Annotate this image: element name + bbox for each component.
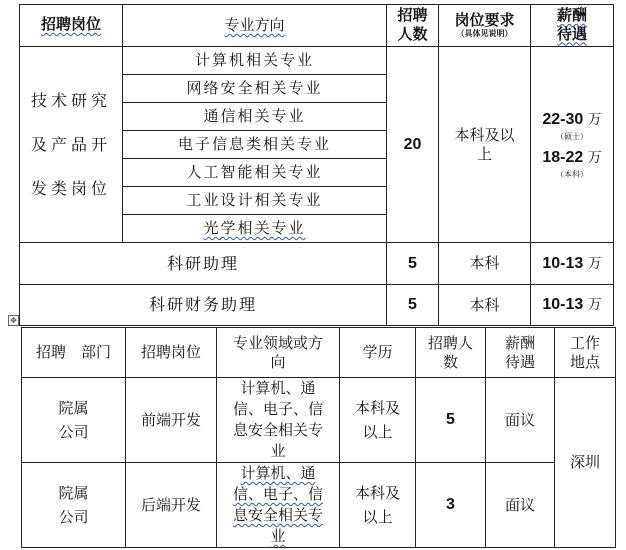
header-salary-line1: 薪酬: [556, 6, 587, 24]
row-count: 5: [387, 285, 439, 326]
header-count: [387, 5, 439, 47]
row-field: [217, 463, 340, 548]
row-field: [217, 378, 340, 463]
row-education-line2: 以上: [362, 423, 393, 441]
row-location: 深圳: [555, 378, 616, 548]
row-requirement: 本科: [439, 285, 531, 326]
row-dept: [22, 463, 126, 548]
salary-master: [531, 110, 613, 130]
header-requirement-note: （具体见说明）: [456, 29, 513, 39]
row-education-line1: 本科及: [354, 399, 400, 417]
row-position: 后端开发: [126, 463, 217, 548]
row-education-line2: 以上: [362, 508, 393, 526]
header-field-line1: 专业领域或方: [232, 333, 323, 352]
header-salary-line2: 待遇: [556, 25, 587, 43]
header-count-line1: 招聘: [397, 6, 428, 24]
header-salary-line1: 薪酬: [504, 333, 535, 352]
group-requirement-line2: 上: [476, 144, 492, 163]
group-position-line3: 发类岗位: [30, 178, 111, 198]
row-field-line3: 息安全相关专: [232, 421, 323, 439]
salary-master-note: （硕士）: [556, 131, 588, 141]
row-field-line4: 业: [270, 442, 286, 460]
row-salary-value: 10-13: [542, 254, 584, 272]
group-requirement: [439, 47, 531, 243]
recruitment-table-research: [19, 4, 614, 326]
row-field-line3: 息安全相关专: [232, 506, 323, 524]
header-education: 学历: [340, 328, 416, 378]
group-position-line1: 技术研究: [30, 90, 111, 110]
row-field-line2: 信、电子、信: [232, 400, 323, 418]
header-requirement: [439, 5, 531, 47]
group-count: 20: [387, 47, 439, 243]
row-dept-line2: 公司: [58, 423, 89, 441]
header-salary: [531, 5, 614, 47]
header-major: 专业方向: [123, 5, 387, 47]
row-dept-line1: 院属: [58, 484, 89, 502]
row-field-line2: 信、电子、信: [232, 485, 323, 503]
header-dept: 招聘 部门: [22, 328, 126, 378]
row-count: 3: [416, 463, 486, 548]
header-salary: [486, 328, 555, 378]
row-salary: 面议: [486, 378, 555, 463]
row-count: 5: [416, 378, 486, 463]
group-position: [20, 47, 123, 243]
row-dept-line2: 公司: [58, 508, 89, 526]
major-item: [123, 215, 387, 243]
row-salary-unit: 万: [587, 297, 602, 313]
header-field-line2: 向: [270, 352, 286, 371]
salary-master-unit: 万: [587, 111, 602, 128]
salary-bachelor-note: （本科）: [556, 169, 588, 179]
major-item: 网络安全相关专业: [123, 75, 387, 103]
header-position: 招聘岗位: [20, 5, 123, 47]
salary-master-value: 22-30: [542, 110, 584, 128]
table-move-handle[interactable]: ✥: [8, 315, 19, 326]
header-count-line2: 人数: [397, 25, 428, 43]
group-requirement-line1: 本科及以: [454, 125, 515, 144]
major-item: 计算机相关专业: [123, 47, 387, 75]
row-requirement: 本科: [439, 243, 531, 285]
row-education-line1: 本科及: [354, 484, 400, 502]
header-requirement-label: 岗位要求: [454, 11, 515, 29]
header-count: [416, 328, 486, 378]
salary-bachelor-value: 18-22: [542, 148, 584, 166]
major-item: 人工智能相关专业: [123, 159, 387, 187]
row-field-line1: 计算机、通: [240, 379, 316, 397]
row-count: 5: [387, 243, 439, 285]
salary-bachelor-unit: 万: [587, 149, 602, 166]
header-salary-line2: 待遇: [504, 352, 535, 371]
row-position: 科研财务助理: [20, 285, 387, 326]
header-field: [217, 328, 340, 378]
row-field-line4: 业: [270, 527, 286, 545]
row-salary-value: 10-13: [542, 296, 584, 313]
row-salary: [531, 285, 614, 326]
major-item: 工业设计相关专业: [123, 187, 387, 215]
header-location: [555, 328, 616, 378]
major-item: 电子信息类相关专业: [123, 131, 387, 159]
row-education: [340, 378, 416, 463]
row-salary: 面议: [486, 463, 555, 548]
row-dept-line1: 院属: [58, 399, 89, 417]
salary-bachelor: [531, 148, 613, 168]
row-dept: [22, 378, 126, 463]
row-position: 科研助理: [20, 243, 387, 285]
major-item-text: 光学相关专业: [203, 219, 306, 238]
group-position-line2: 及产品开: [30, 134, 111, 154]
header-count-line2: 数: [442, 352, 458, 371]
header-location-line2: 地点: [569, 352, 600, 371]
header-position: 招聘岗位: [126, 328, 217, 378]
row-salary: [531, 243, 614, 285]
header-count-line1: 招聘人: [427, 333, 473, 352]
row-salary-unit: 万: [587, 255, 602, 272]
row-field-line1: 计算机、通: [240, 464, 316, 482]
group-salary: [531, 47, 614, 243]
row-position: 前端开发: [126, 378, 217, 463]
major-item: 通信相关专业: [123, 103, 387, 131]
recruitment-table-subsidiary: [21, 327, 616, 548]
row-education: [340, 463, 416, 548]
header-location-line1: 工作: [569, 333, 600, 352]
